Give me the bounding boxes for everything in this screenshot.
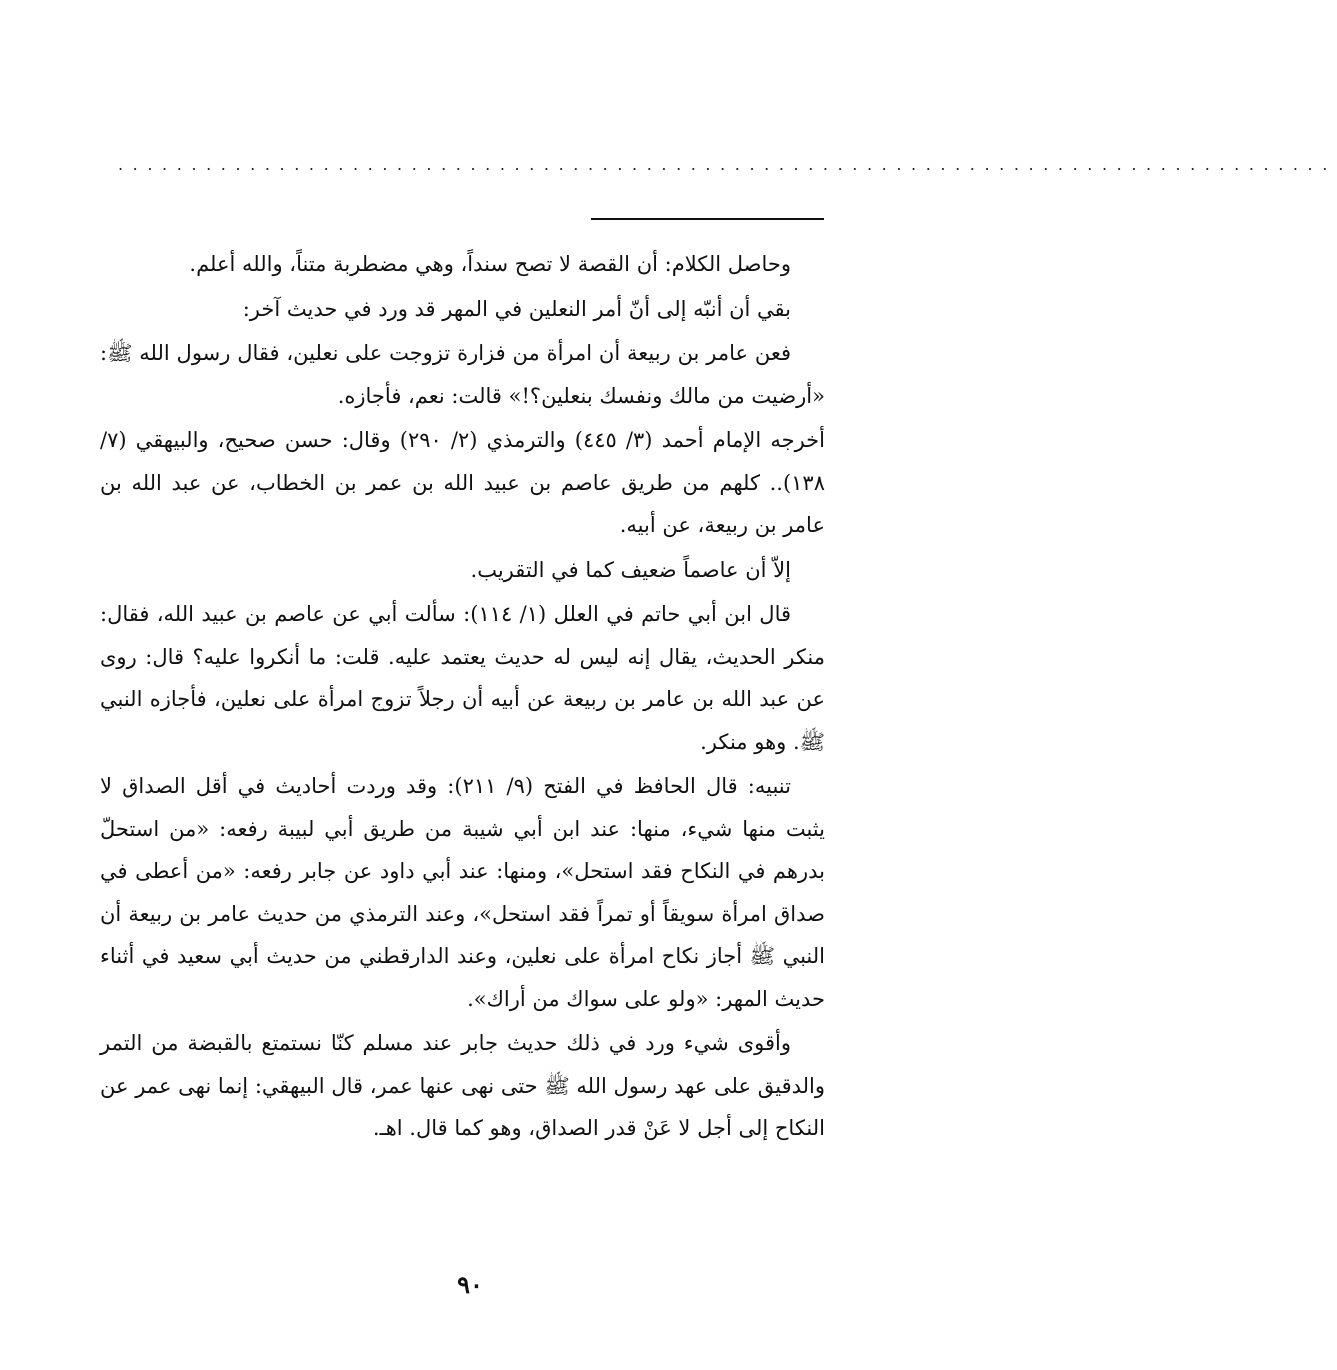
footnote-text xyxy=(100,243,825,1152)
paragraph-takhrij: أخرجه الإمام أحمد (٣/ ٤٤٥) والترمذي (٢/ ٢٩٠) وقال: حسن صحيح، والبيهقي (٧/ ١٣٨).. كلهم من طريق عاصم بن عبيد الله بن عمر بن الخطاب، عن عبد الله بن عامر بن ربيعة، عن أبيه. xyxy=(100,428,825,537)
dotted-separator: ................................................................................... xyxy=(118,155,1337,174)
paragraph-weakness: إلاّ أن عاصماً ضعيف كما في التقريب. xyxy=(470,557,791,582)
paragraph-ilal-quote: قال ابن أبي حاتم في العلل (١/ ١١٤): سألت أبي عن عاصم بن عبيد الله، فقال: منكر الحديث، يقال إنه ليس له حديث يعتمد عليه. قلت: ما أنكروا عليه؟ قال: روى عن عبد الله بن عامر بن ربيعة عن أبيه أن رجلاً تزوج امرأة على نعلين، فأجازه النبي ﷺ. وهو منكر. xyxy=(100,602,825,754)
paragraph-strongest: وأقوى شيء ورد في ذلك حديث جابر عند مسلم كنّا نستمتع بالقبضة من التمر والدقيق على عهد رسول الله ﷺ حتى نهى عنها عمر، قال البيهقي: إنما نهى عمر عن النكاح إلى أجل لا عَنْ قدر الصداق، وهو كما قال. اهـ. xyxy=(100,1031,825,1140)
paragraph-tanbih: تنبيه: قال الحافظ في الفتح (٩/ ٢١١): وقد وردت أحاديث في أقل الصداق لا يثبت منها شيء، منها: عند ابن أبي شيبة من طريق أبي لبيبة رفعه: «من استحلّ بدرهم في النكاح فقد استحل»، ومنها: عند أبي داود عن جابر رفعه: «من أعطى في صداق امرأة سويقاً أو تمراً فقد استحل»، وعند الترمذي من حديث عامر بن ربيعة أن النبي ﷺ أجاز نكاح امرأة على نعلين، وعند الدارقطني من حديث أبي سعيد في أثناء حديث المهر: «ولو على سواك من أراك». xyxy=(100,774,825,1011)
page-number: ٩٠ xyxy=(457,1270,483,1299)
paragraph-note-intro: بقي أن أنبّه إلى أنّ أمر النعلين في المهر قد ورد في حديث آخر: xyxy=(242,296,791,321)
footnote-rule xyxy=(591,218,824,220)
paragraph-conclusion: وحاصل الكلام: أن القصة لا تصح سنداً، وهي مضطربة متناً، والله أعلم. xyxy=(189,252,791,276)
paragraph-hadith-amir: فعن عامر بن ربيعة أن امرأة من فزارة تزوجت على نعلين، فقال رسول الله ﷺ: «أرضيت من مالك ونفسك بنعلين؟!» قالت: نعم، فأجازه. xyxy=(100,341,825,408)
